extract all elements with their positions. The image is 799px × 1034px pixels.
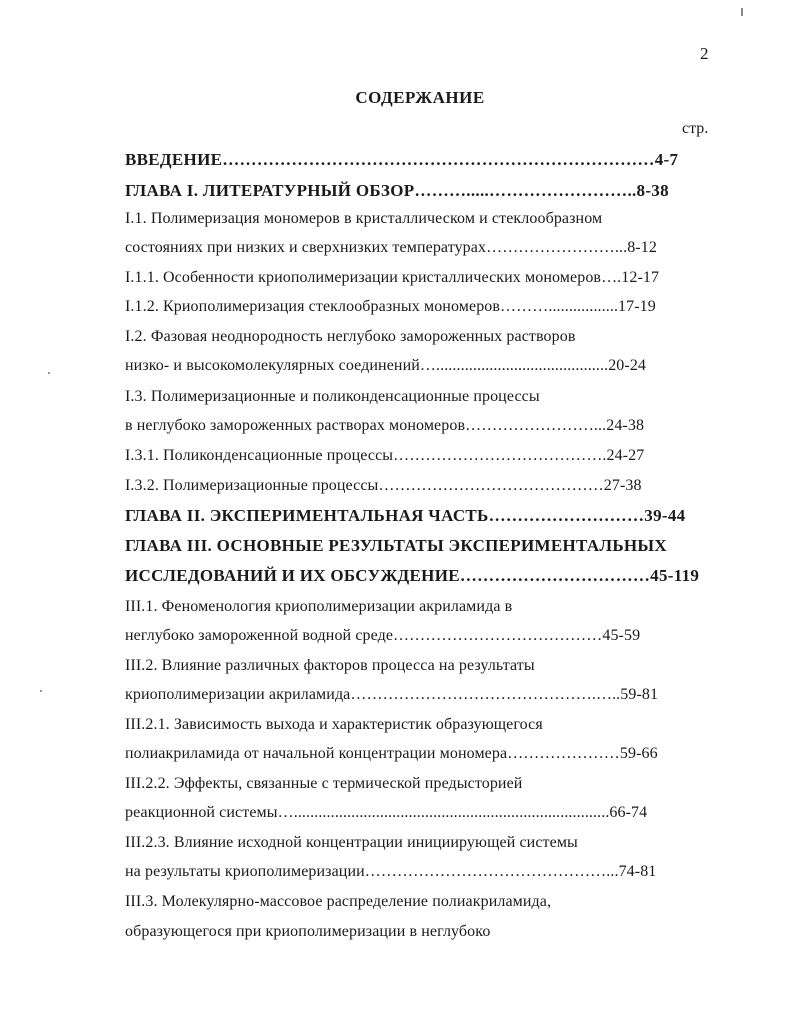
toc-entry: I.2. Фазовая неоднородность неглубоко замороженных растворов <box>125 328 576 345</box>
toc-entry: III.2.1. Зависимость выхода и характеристик образующегося <box>125 716 543 733</box>
toc-entry: III.3. Молекулярно-массовое распределение полиакриламида, <box>125 893 552 910</box>
toc-entry: на результаты криополимеризации………………………………………...74-81 <box>125 863 657 880</box>
toc-entry: ГЛАВА III. ОСНОВНЫЕ РЕЗУЛЬТАТЫ ЭКСПЕРИМЕНТАЛЬНЫХ <box>125 536 667 555</box>
toc-entry: I.3. Полимеризационные и поликонденсационные процессы <box>125 388 540 405</box>
toc-entry: III.2. Влияние различных факторов процесса на результаты <box>125 657 535 674</box>
toc-entry: криополимеризации акриламида……………………………………….…..59-81 <box>125 686 659 703</box>
toc-entry: III.2.2. Эффекты, связанные с термической предысторией <box>125 775 523 792</box>
toc-entry: III.1. Феноменология криополимеризации акриламида в <box>125 598 513 615</box>
toc-entry: реакционной системы….............................................................................66-74 <box>125 804 648 821</box>
scan-mark <box>741 8 743 16</box>
toc-entry: ГЛАВА I. ЛИТЕРАТУРНЫЙ ОБЗОР……….....……………………..8-38 <box>125 181 669 200</box>
scan-speck <box>48 372 50 374</box>
toc-entry: ИССЛЕДОВАНИЙ И ИХ ОБСУЖДЕНИЕ……………………………45-119 <box>125 566 700 585</box>
toc-entry: полиакриламида от начальной концентрации мономера…………………59-66 <box>125 745 658 762</box>
scan-speck <box>40 690 42 692</box>
toc-entry: неглубоко замороженной водной среде…………………………………45-59 <box>125 627 641 644</box>
toc-entry: низко- и высокомолекулярных соединений…..........................................20-24 <box>125 357 647 374</box>
toc-entry: образующегося при криополимеризации в неглубоко <box>125 923 491 940</box>
page-number: 2 <box>700 44 709 63</box>
toc-entry: ВВЕДЕНИЕ…………………………………………………………………4-7 <box>125 150 679 169</box>
toc-entry: состояниях при низких и сверхнизких температурах……………………...8-12 <box>125 239 657 256</box>
toc-entry: ГЛАВА II. ЭКСПЕРИМЕНТАЛЬНАЯ ЧАСТЬ………………………39-44 <box>125 506 686 525</box>
toc-entry: I.1. Полимеризация мономеров в кристаллическом и стеклообразном <box>125 210 603 227</box>
toc-entry: III.2.3. Влияние исходной концентрации инициирующей системы <box>125 834 578 851</box>
toc-entry: I.3.1. Поликонденсационные процессы………………………………….24-27 <box>125 447 645 464</box>
page-column-label: стр. <box>682 120 709 137</box>
page-title: СОДЕРЖАНИЕ <box>355 88 485 107</box>
toc-entry: I.3.2. Полимеризационные процессы……………………………………27-38 <box>125 477 642 494</box>
toc-entry: I.1.1. Особенности криополимеризации кристаллических мономеров….12-17 <box>125 269 660 286</box>
toc-entry: I.1.2. Криополимеризация стеклообразных мономеров……….................17-19 <box>125 298 656 315</box>
toc-entry: в неглубоко замороженных растворах мономеров……………………...24-38 <box>125 417 645 434</box>
